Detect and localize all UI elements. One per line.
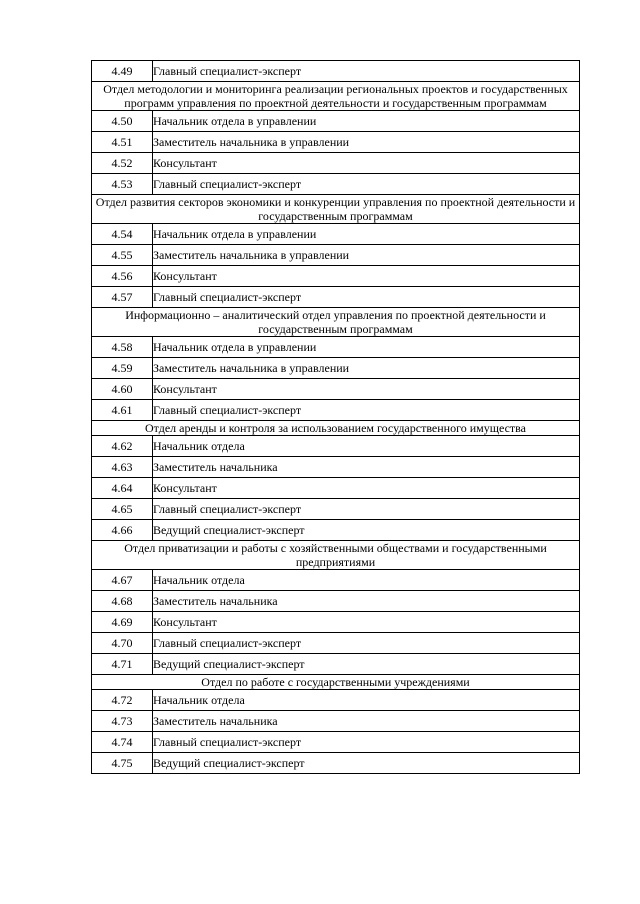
row-number: 4.53 <box>92 174 153 195</box>
table-row <box>92 287 580 308</box>
row-number: 4.73 <box>92 711 153 732</box>
row-number: 4.70 <box>92 633 153 654</box>
row-number: 4.74 <box>92 732 153 753</box>
positions-table <box>91 60 580 774</box>
row-number: 4.60 <box>92 379 153 400</box>
table-row <box>92 654 580 675</box>
position-title: Ведущий специалист-эксперт <box>153 520 580 541</box>
position-title: Начальник отдела в управлении <box>153 224 580 245</box>
table-row <box>92 612 580 633</box>
position-title: Заместитель начальника в управлении <box>153 132 580 153</box>
table-row <box>92 753 580 774</box>
section-title: Отдел по работе с государственными учреждениями <box>92 675 580 690</box>
table-row <box>92 711 580 732</box>
row-number: 4.66 <box>92 520 153 541</box>
row-number: 4.71 <box>92 654 153 675</box>
section-header-row <box>92 675 580 690</box>
table-row <box>92 245 580 266</box>
position-title: Главный специалист-эксперт <box>153 61 580 82</box>
position-title: Главный специалист-эксперт <box>153 732 580 753</box>
table-row <box>92 499 580 520</box>
row-number: 4.63 <box>92 457 153 478</box>
table-row <box>92 153 580 174</box>
position-title: Главный специалист-эксперт <box>153 287 580 308</box>
position-title: Заместитель начальника <box>153 591 580 612</box>
position-title: Главный специалист-эксперт <box>153 633 580 654</box>
table-row <box>92 266 580 287</box>
row-number: 4.54 <box>92 224 153 245</box>
position-title: Начальник отдела в управлении <box>153 337 580 358</box>
table-row <box>92 478 580 499</box>
position-title: Консультант <box>153 612 580 633</box>
row-number: 4.56 <box>92 266 153 287</box>
section-header-row <box>92 195 580 224</box>
row-number: 4.59 <box>92 358 153 379</box>
row-number: 4.50 <box>92 111 153 132</box>
table-row <box>92 457 580 478</box>
position-title: Ведущий специалист-эксперт <box>153 753 580 774</box>
positions-table-body <box>92 61 580 774</box>
table-row <box>92 337 580 358</box>
position-title: Консультант <box>153 478 580 499</box>
section-title: Отдел развития секторов экономики и конкуренции управления по проектной деятельности и государственным программам <box>92 195 580 224</box>
position-title: Заместитель начальника <box>153 457 580 478</box>
section-header-row <box>92 541 580 570</box>
position-title: Начальник отдела <box>153 436 580 457</box>
position-title: Консультант <box>153 379 580 400</box>
position-title: Консультант <box>153 153 580 174</box>
section-title: Отдел методологии и мониторинга реализации региональных проектов и государственных программ управления по проектной деятельности и государственным программам <box>92 82 580 111</box>
row-number: 4.65 <box>92 499 153 520</box>
table-row <box>92 690 580 711</box>
position-title: Главный специалист-эксперт <box>153 499 580 520</box>
table-row <box>92 358 580 379</box>
row-number: 4.58 <box>92 337 153 358</box>
position-title: Начальник отдела <box>153 690 580 711</box>
row-number: 4.61 <box>92 400 153 421</box>
row-number: 4.57 <box>92 287 153 308</box>
row-number: 4.51 <box>92 132 153 153</box>
position-title: Заместитель начальника в управлении <box>153 358 580 379</box>
row-number: 4.67 <box>92 570 153 591</box>
row-number: 4.62 <box>92 436 153 457</box>
section-header-row <box>92 82 580 111</box>
table-row <box>92 379 580 400</box>
row-number: 4.72 <box>92 690 153 711</box>
table-row <box>92 570 580 591</box>
table-row <box>92 732 580 753</box>
section-header-row <box>92 308 580 337</box>
section-title: Информационно – аналитический отдел управления по проектной деятельности и государственным программам <box>92 308 580 337</box>
row-number: 4.68 <box>92 591 153 612</box>
row-number: 4.55 <box>92 245 153 266</box>
section-header-row <box>92 421 580 436</box>
row-number: 4.69 <box>92 612 153 633</box>
row-number: 4.52 <box>92 153 153 174</box>
row-number: 4.75 <box>92 753 153 774</box>
position-title: Начальник отдела <box>153 570 580 591</box>
row-number: 4.64 <box>92 478 153 499</box>
position-title: Начальник отдела в управлении <box>153 111 580 132</box>
table-row <box>92 436 580 457</box>
table-row <box>92 174 580 195</box>
position-title: Главный специалист-эксперт <box>153 174 580 195</box>
table-row <box>92 591 580 612</box>
position-title: Главный специалист-эксперт <box>153 400 580 421</box>
section-title: Отдел приватизации и работы с хозяйственными обществами и государственными предприятиями <box>92 541 580 570</box>
table-row <box>92 520 580 541</box>
table-row <box>92 400 580 421</box>
table-row <box>92 224 580 245</box>
position-title: Ведущий специалист-эксперт <box>153 654 580 675</box>
table-row <box>92 111 580 132</box>
table-row <box>92 132 580 153</box>
table-row <box>92 633 580 654</box>
position-title: Консультант <box>153 266 580 287</box>
section-title: Отдел аренды и контроля за использованием государственного имущества <box>92 421 580 436</box>
position-title: Заместитель начальника <box>153 711 580 732</box>
row-number: 4.49 <box>92 61 153 82</box>
position-title: Заместитель начальника в управлении <box>153 245 580 266</box>
table-row <box>92 61 580 82</box>
